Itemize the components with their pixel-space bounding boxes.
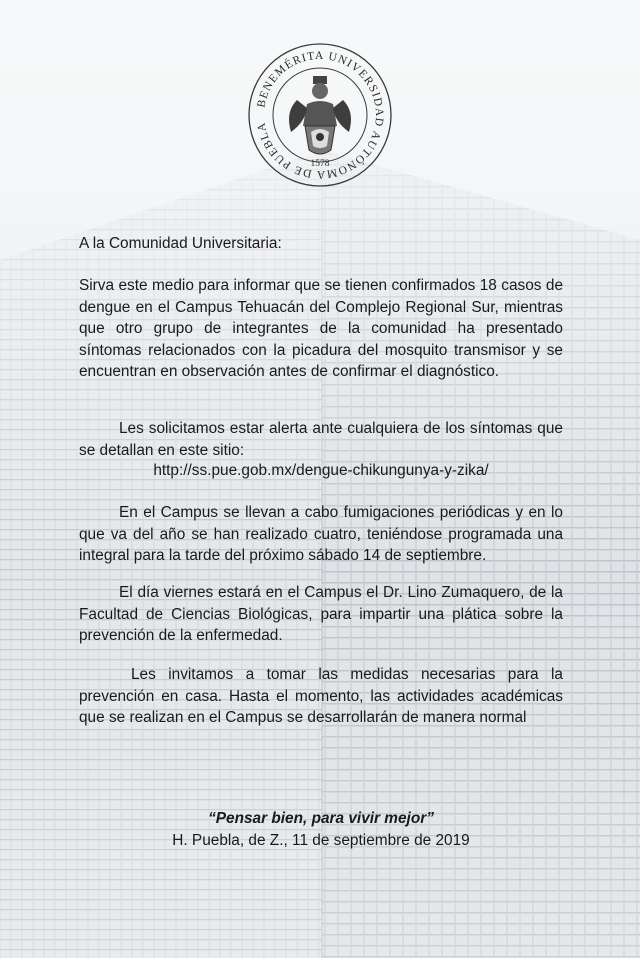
seal-ring-text: BENEMÉRITA UNIVERSIDAD AUTÓNOMA DE PUEBLA [255,49,386,181]
paragraph-3: En el Campus se llevan a cabo fumigaciones periódicas y en lo que va del año se han realizado cuatro, teniéndose programada una integral para la tarde del próximo sábado 14 de septiembre. [79,504,563,564]
paragraph-2: Les solicitamos estar alerta ante cualquiera de los síntomas que se detallan en este sitio: [79,420,563,459]
seal-figure-icon [289,76,351,154]
university-seal [247,42,393,188]
paragraph-1: Sirva este medio para informar que se tienen confirmados 18 casos de dengue en el Campus Tehuacán del Complejo Regional Sur, mientras que otro grupo de integrantes de la comunidad ha presentado síntomas relacionados con la picadura del mosquito transmisor y se encuentran en observación antes de confirmar el diagnóstico. [79,277,563,380]
place-date: H. Puebla, de Z., 11 de septiembre de 2019 [172,832,470,849]
paragraph-4: El día viernes estará en el Campus el Dr. Lino Zumaquero, de la Facultad de Ciencias Biológicas, para impartir una plática sobre la prevención de la enfermedad. [79,584,563,644]
university-motto: “Pensar bien, para vivir mejor” [208,810,434,827]
paragraph-5: Les invitamos a tomar las medidas necesarias para la prevención en casa. Hasta el momento, las actividades académicas que se realizan en el Campus se desarrollarán de manera normal [79,666,563,726]
salutation: A la Comunidad Universitaria: [79,235,282,252]
sintomas-link[interactable]: http://ss.pue.gob.mx/dengue-chikungunya-y-zika/ [153,462,489,479]
seal-year: 1578 [310,159,330,169]
